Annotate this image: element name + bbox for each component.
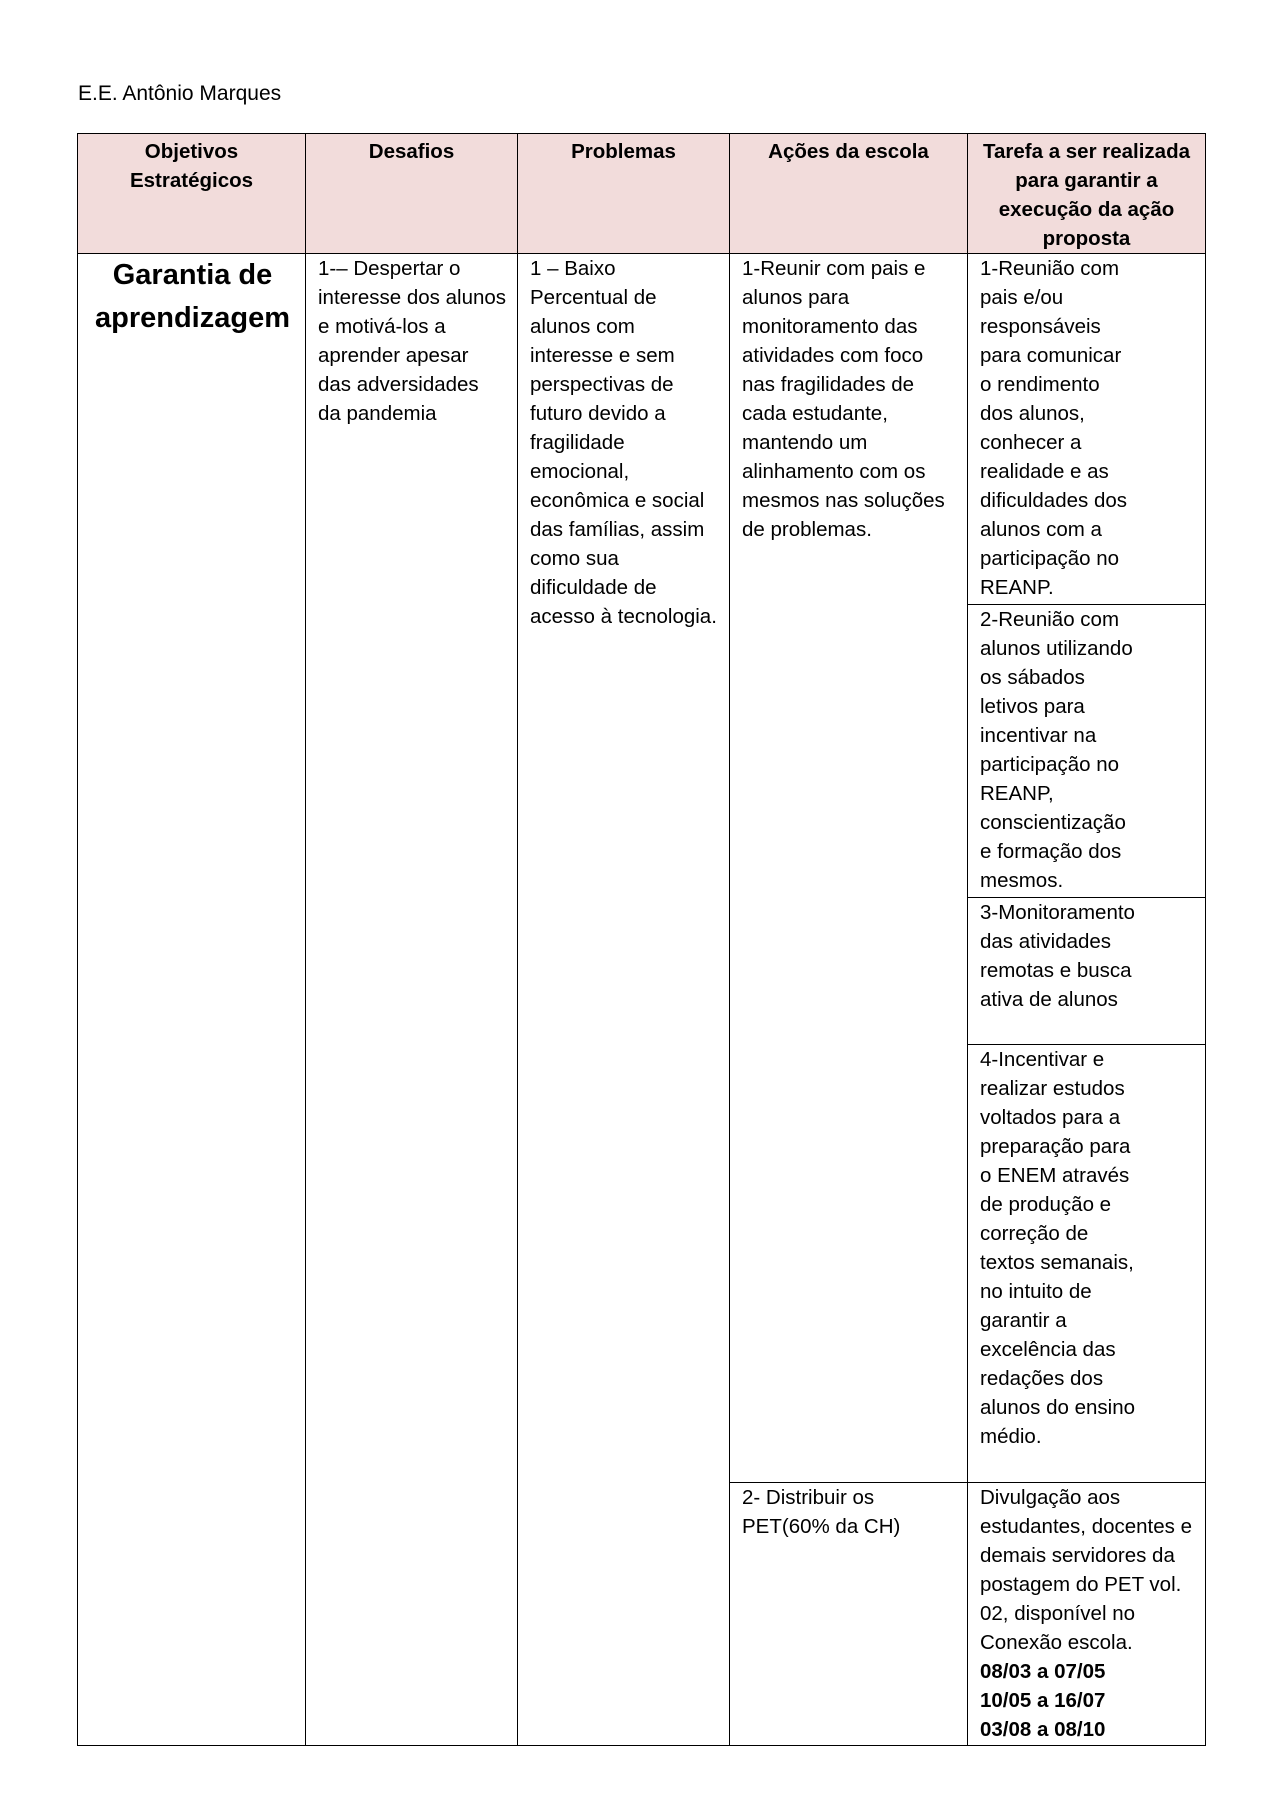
problem-cell: 1 – Baixo Percentual de alunos com interesse e sem perspectivas de futuro devido a fragilidade emocional, econômica e social das famílias, assim como sua dificuldade de acesso à tecnologia. <box>518 254 730 1746</box>
challenge-cell: 1-– Despertar o interesse dos alunos e motivá-los a aprender apesar das adversidades da pandemia <box>306 254 518 1746</box>
table-row <box>78 254 1206 605</box>
date-range-2: 10/05 a 16/07 <box>980 1689 1106 1712</box>
date-range-3: 03/08 a 08/10 <box>980 1718 1106 1741</box>
task-cell-5 <box>968 1483 1206 1746</box>
action-cell-1: 1-Reunir com pais e alunos para monitoramento das atividades com foco nas fragilidades de cada estudante, mantendo um alinhamento com os mesmos nas soluções de problemas. <box>730 254 968 1483</box>
column-header-problems: Problemas <box>518 134 730 254</box>
objective-cell: Garantia de aprendizagem <box>78 254 306 1746</box>
column-header-challenges: Desafios <box>306 134 518 254</box>
column-header-objectives: Objetivos Estratégicos <box>78 134 306 254</box>
task-cell-3: 3-Monitoramento das atividades remotas e busca ativa de alunos <box>968 898 1206 1045</box>
action-cell-2: 2- Distribuir os PET(60% da CH) <box>730 1483 968 1746</box>
column-header-tasks: Tarefa a ser realizada para garantir a execução da ação proposta <box>968 134 1206 254</box>
table-header-row <box>78 134 1206 254</box>
strategic-plan-table <box>77 133 1206 1746</box>
column-header-school-actions: Ações da escola <box>730 134 968 254</box>
school-name: E.E. Antônio Marques <box>78 82 282 105</box>
task-cell-2: 2-Reunião com alunos utilizando os sábados letivos para incentivar na participação no REANP, conscientização e formação dos mesmos. <box>968 605 1206 898</box>
task-5-text: Divulgação aos estudantes, docentes e demais servidores da postagem do PET vol. 02, disponível no Conexão escola. <box>980 1486 1192 1654</box>
task-cell-1: 1-Reunião com pais e/ou responsáveis para comunicar o rendimento dos alunos, conhecer a realidade e as dificuldades dos alunos com a participação no REANP. <box>968 254 1206 605</box>
date-range-1: 08/03 a 07/05 <box>980 1660 1106 1683</box>
task-cell-4: 4-Incentivar e realizar estudos voltados para a preparação para o ENEM através de produção e correção de textos semanais, no intuito de garantir a excelência das redações dos alunos do ensino médio. <box>968 1045 1206 1483</box>
date-ranges <box>980 1657 1195 1744</box>
